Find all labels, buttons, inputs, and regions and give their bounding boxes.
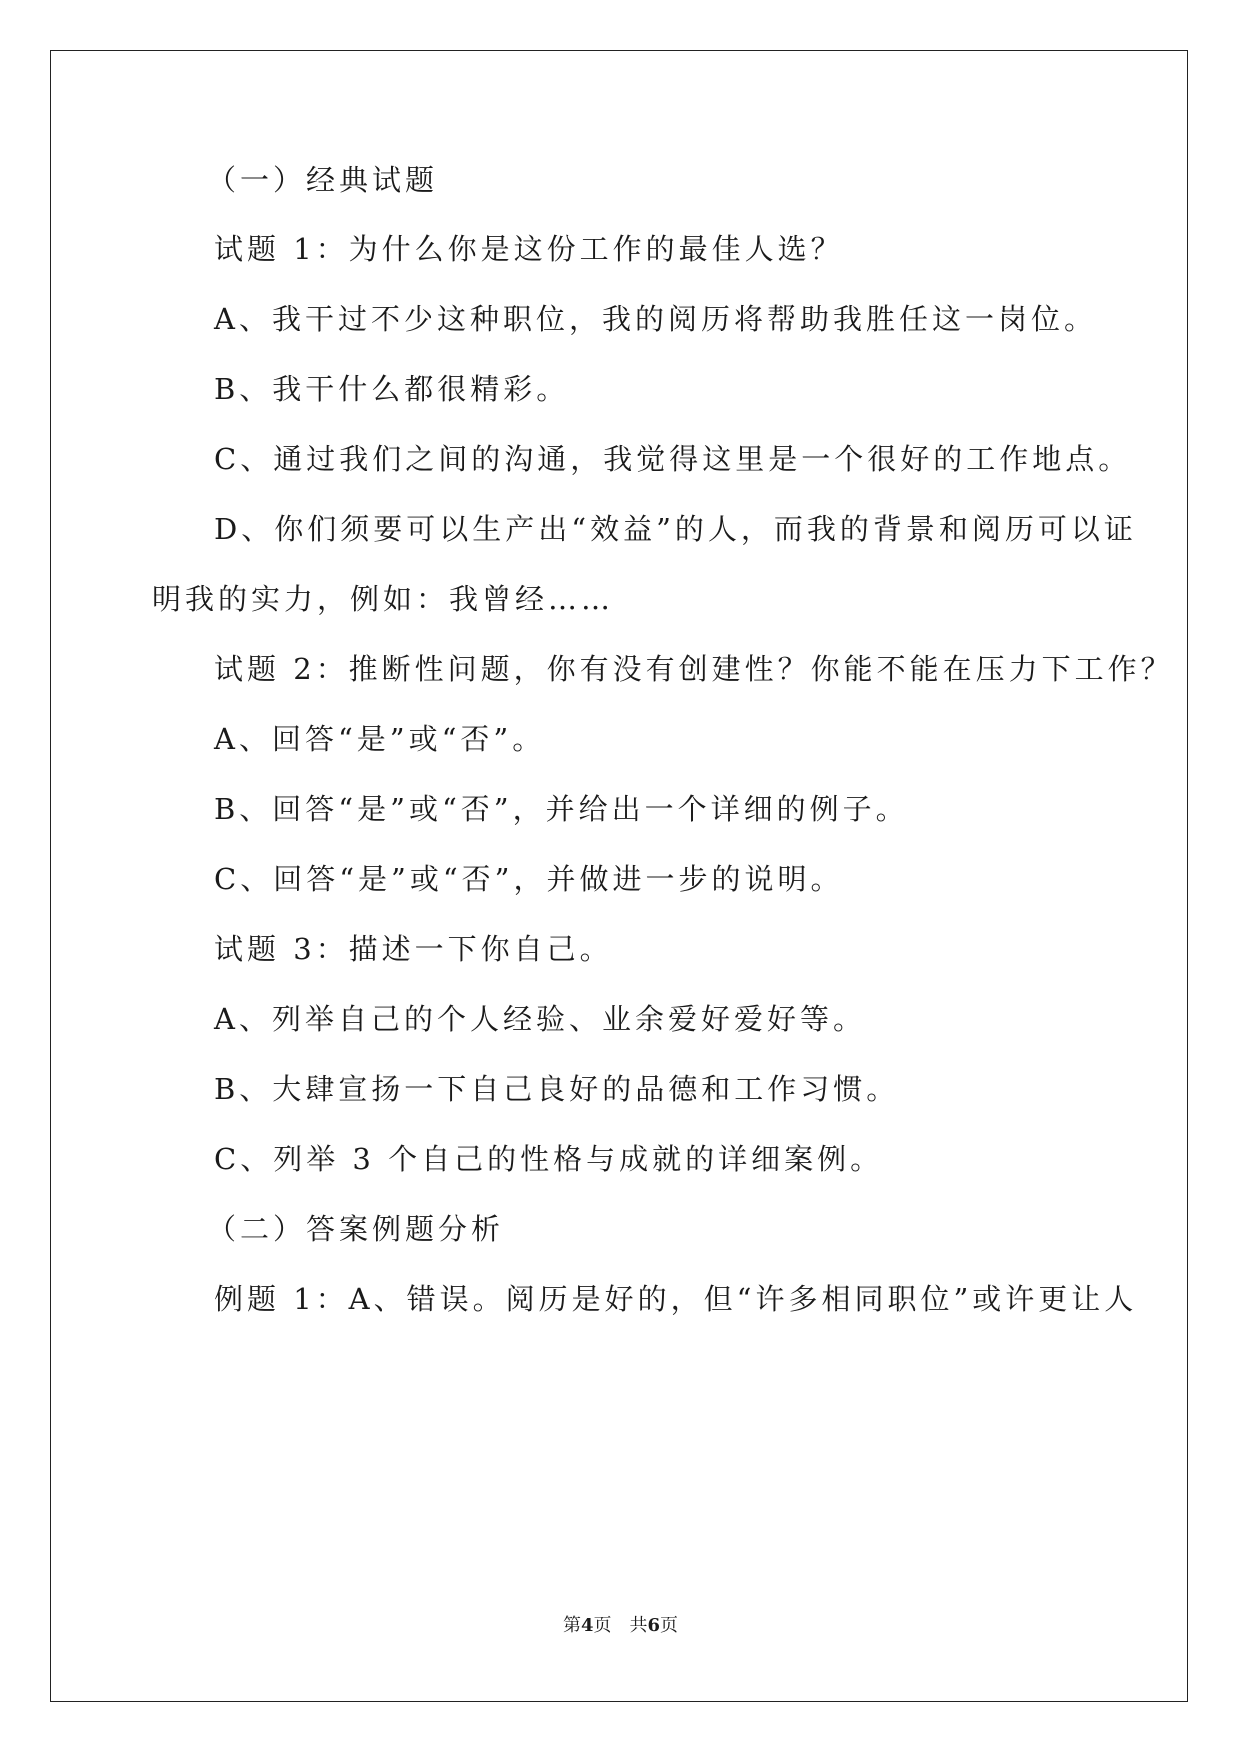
footer-total-suffix: 页	[660, 1615, 679, 1636]
question-2-option-a: A、回答“是”或“否”。	[214, 722, 546, 756]
section-heading-classic-questions: （一）经典试题	[207, 163, 439, 197]
footer-total-prefix: 共	[629, 1615, 648, 1636]
question-3-option-b: B、大肆宣扬一下自己良好的品德和工作习惯。	[214, 1072, 900, 1106]
page-footer	[0, 1614, 1241, 1638]
question-2: 试题 2：推断性问题，你有没有创建性？你能不能在压力下工作？	[214, 652, 1174, 686]
question-3-option-a: A、列举自己的个人经验、业余爱好爱好等。	[214, 1002, 866, 1036]
question-1-option-a: A、我干过不少这种职位，我的阅历将帮助我胜任这一岗位。	[214, 302, 1097, 336]
question-2-option-c: C、回答“是”或“否”，并做进一步的说明。	[214, 862, 844, 896]
question-3: 试题 3：描述一下你自己。	[214, 932, 613, 966]
question-1-option-d-continued: 明我的实力，例如：我曾经……	[152, 582, 615, 616]
question-1-option-b: B、我干什么都很精彩。	[214, 372, 570, 406]
example-1-analysis: 例题 1：A、错误。阅历是好的，但“许多相同职位”或许更让人	[214, 1282, 1138, 1316]
question-1-option-c: C、通过我们之间的沟通，我觉得这里是一个很好的工作地点。	[214, 442, 1132, 476]
question-1-option-d: D、你们须要可以生产出“效益”的人，而我的背景和阅历可以证	[214, 512, 1137, 546]
question-1: 试题 1：为什么你是这份工作的最佳人选？	[214, 232, 844, 266]
footer-page-prefix: 第	[562, 1615, 581, 1636]
question-3-option-c: C、列举 3 个自己的性格与成就的详细案例。	[214, 1142, 884, 1176]
footer-page-suffix: 页	[593, 1615, 612, 1636]
section-heading-answer-analysis: （二）答案例题分析	[207, 1212, 505, 1246]
footer-page-total: 6	[647, 1615, 661, 1636]
question-2-option-b: B、回答“是”或“否”，并给出一个详细的例子。	[214, 792, 909, 826]
footer-page-current: 4	[580, 1615, 594, 1636]
